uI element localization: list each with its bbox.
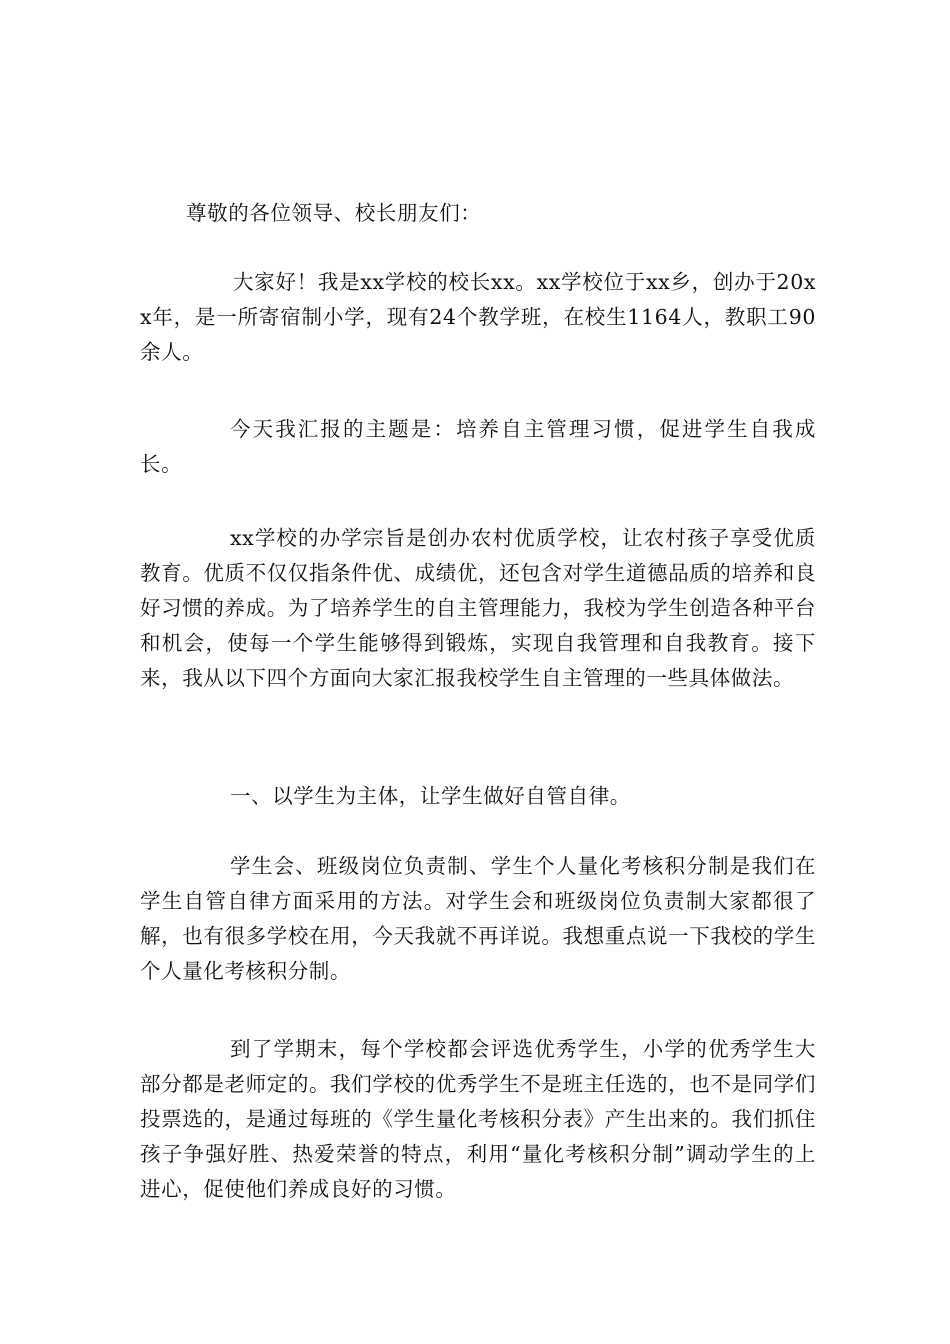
- paragraph-student-self-management: 学生会、班级岗位负责制、学生个人量化考核积分制是我们在学生自管自律方面采用的方法。对学生会和班级岗位负责制大家都很了解，也有很多学校在用，今天我就不再详说。我想重点说一下我校的学生个人量化考核积分制。: [140, 854, 816, 983]
- paragraph-topic: 今天我汇报的主题是：培养自主管理习惯，促进学生自我成长。: [140, 417, 816, 476]
- paragraph-quantified-assessment: 到了学期末，每个学校都会评选优秀学生，小学的优秀学生大部分都是老师定的。我们学校的优秀学生不是班主任选的，也不是同学们投票选的，是通过每班的《学生量化考核积分表》产生出来的。我们抓住孩子争强好胜、热爱荣誉的特点，利用“量化考核积分制”调动学生的上进心，促使他们养成良好的习惯。: [140, 1037, 816, 1201]
- paragraph-introduction: 大家好！我是xx学校的校长xx。xx学校位于xx乡，创办于20xx年，是一所寄宿制小学，现有24个教学班，在校生1164人，教职工90余人。: [140, 270, 816, 364]
- paragraph-school-mission: xx学校的办学宗旨是创办农村优质学校，让农村孩子享受优质教育。优质不仅仅指条件优、成绩优，还包含对学生道德品质的培养和良好习惯的养成。为了培养学生的自主管理能力，我校为学生创造各种平台和机会，使每一个学生能够得到锻炼，实现自我管理和自我教育。接下来，我从以下四个方面向大家汇报我校学生自主管理的一些具体做法。: [140, 526, 816, 690]
- section-heading-one: 一、以学生为主体，让学生做好自管自律。: [230, 784, 631, 808]
- salutation: 尊敬的各位领导、校长朋友们：: [186, 201, 482, 225]
